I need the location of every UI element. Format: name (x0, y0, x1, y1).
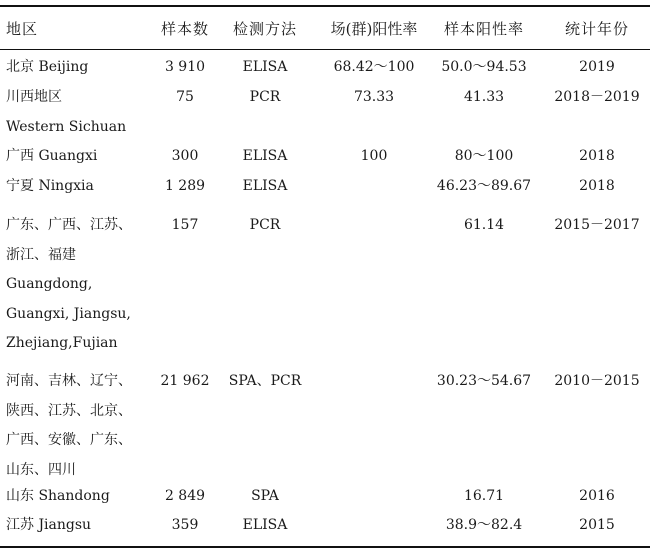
region-cell-line: 山东、四川 (6, 461, 76, 478)
region-cell-line: 江苏 Jiangsu (6, 517, 92, 533)
method-cell: ELISA (242, 178, 288, 194)
region-cell-line: Guangdong, (6, 276, 93, 292)
table-bottom-rule (0, 546, 650, 548)
sample-positive-rate-cell: 41.33 (463, 89, 505, 105)
table-header-rule (0, 49, 650, 50)
header-method: 检测方法 (232, 20, 297, 38)
sample-count-cell: 157 (171, 217, 199, 233)
herd-positive-rate-cell: 100 (360, 148, 388, 164)
sample-positive-rate-cell: 30.23～54.67 (436, 373, 532, 389)
method-cell: SPA (251, 488, 279, 504)
region-cell-line: 广东、广西、江苏、 (6, 217, 132, 233)
sample-count-cell: 300 (171, 148, 199, 164)
sample-positive-rate-cell: 16.71 (463, 488, 505, 504)
sample-positive-rate-cell: 80～100 (454, 148, 514, 164)
method-cell: PCR (249, 89, 281, 105)
region-cell-line: 川西地区 (6, 89, 62, 105)
year-cell: 2019 (579, 59, 615, 75)
herd-positive-rate-cell: 73.33 (353, 89, 395, 105)
sample-count-cell: 75 (176, 89, 194, 105)
sample-positive-rate-cell: 46.23～89.67 (436, 178, 532, 194)
year-cell: 2010－2015 (554, 373, 640, 389)
header-region: 地区 (6, 20, 39, 38)
sample-positive-rate-cell: 50.0～94.53 (441, 59, 527, 75)
year-cell: 2015－2017 (554, 217, 640, 233)
sample-positive-rate-cell: 61.14 (463, 217, 505, 233)
method-cell: SPA、PCR (228, 373, 302, 389)
region-cell-line: 河南、吉林、辽宁、 (6, 373, 132, 389)
header-herd-positive-rate: 场(群)阳性率 (330, 20, 418, 38)
region-cell-line: Guangxi, Jiangsu, (6, 305, 131, 322)
sample-count-cell: 21 962 (160, 373, 210, 389)
header-year: 统计年份 (564, 20, 629, 38)
method-cell: ELISA (242, 59, 288, 75)
region-cell-line: Zhejiang,Fujian (6, 335, 118, 351)
method-cell: ELISA (242, 148, 288, 164)
table-top-rule (0, 5, 650, 7)
year-cell: 2018 (579, 148, 615, 164)
region-cell-line: 山东 Shandong (6, 488, 110, 504)
year-cell: 2018－2019 (554, 89, 640, 105)
region-cell-line: Western Sichuan (6, 118, 127, 135)
region-cell-line: 浙江、福建 (6, 246, 76, 263)
region-cell-line: 广西 Guangxi (6, 148, 98, 164)
region-cell-line: 广西、安徽、广东、 (6, 432, 132, 448)
region-cell-line: 陕西、江苏、北京、 (6, 402, 132, 419)
region-cell-line: 宁夏 Ningxia (6, 178, 94, 194)
year-cell: 2016 (579, 488, 615, 504)
sample-count-cell: 359 (171, 517, 199, 533)
sample-count-cell: 1 289 (164, 178, 206, 194)
method-cell: PCR (249, 217, 281, 233)
sample-positive-rate-cell: 38.9～82.4 (445, 517, 523, 533)
year-cell: 2018 (579, 178, 615, 194)
herd-positive-rate-cell: 68.42～100 (333, 59, 415, 75)
header-sample-positive-rate: 样本阳性率 (443, 20, 524, 38)
region-cell-line: 北京 Beijing (6, 59, 89, 75)
year-cell: 2015 (579, 517, 615, 533)
header-sample-count: 样本数 (160, 20, 209, 38)
sample-count-cell: 3 910 (164, 59, 206, 75)
method-cell: ELISA (242, 517, 288, 533)
sample-count-cell: 2 849 (164, 488, 206, 504)
